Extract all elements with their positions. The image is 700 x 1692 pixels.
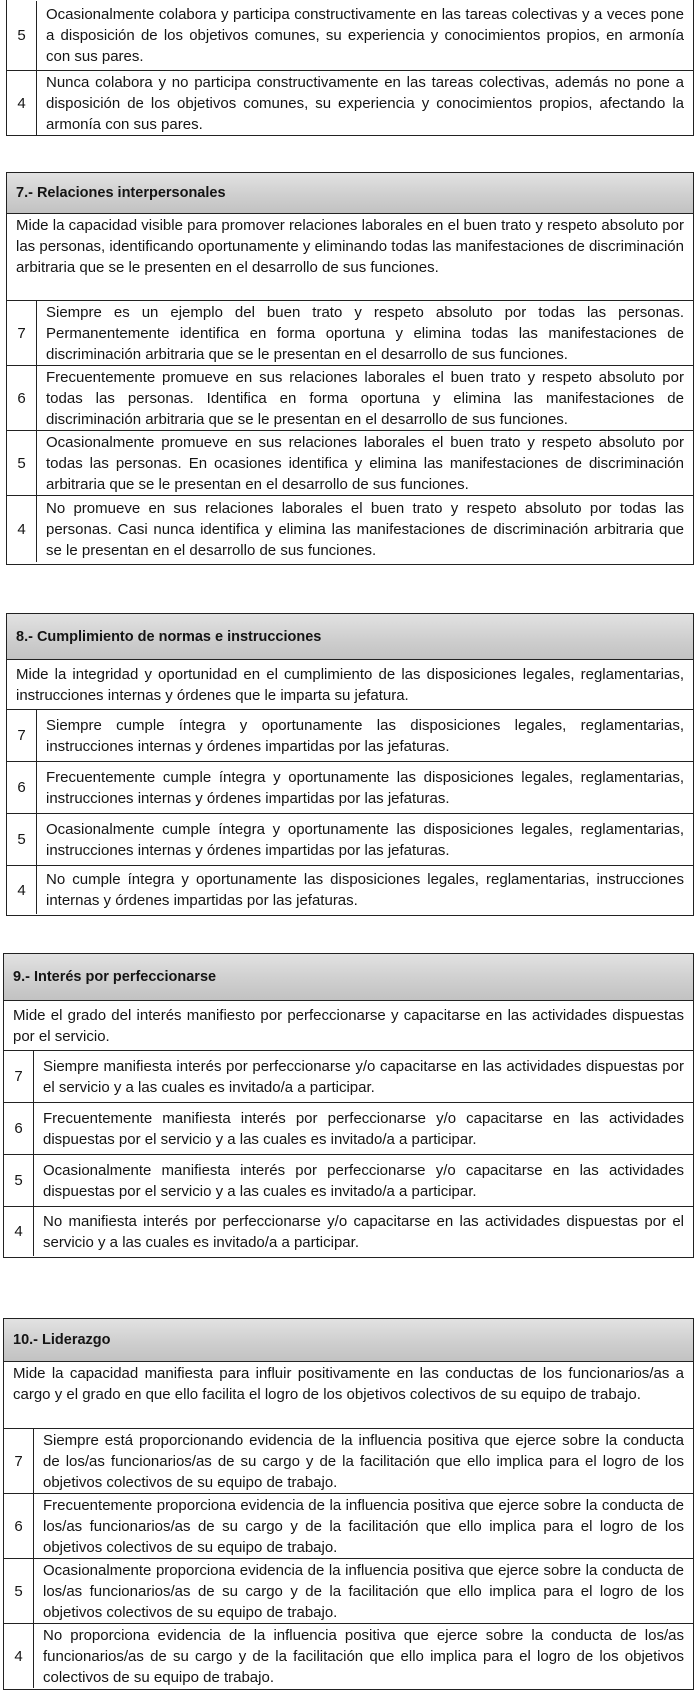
score-cell: 6 — [4, 1103, 34, 1154]
section-title: 8.- Cumplimiento de normas e instrucciones — [7, 614, 693, 660]
criterion-row — [7, 366, 693, 431]
criterion-row — [4, 1207, 693, 1256]
criterion-text: Siempre es un ejemplo del buen trato y respeto absoluto por todas las personas. Permanentemente identifica en forma oportuna y elimina todas las manifestaciones de discriminación arbitraria que se le presentan en el desarrollo de sus funciones. — [46, 303, 684, 363]
section-9-table — [3, 953, 694, 1258]
criterion-text: No promueve en sus relaciones laborales el buen trato y respeto absoluto por todas las personas. Casi nunca identifica y elimina las manifestaciones de discriminación arbitraria que se le presentan en el desarrollo de sus funciones. — [46, 499, 684, 559]
score-cell: 4 — [7, 496, 37, 562]
criterion-row — [7, 762, 693, 814]
score-cell: 4 — [7, 866, 37, 914]
criterion-row — [7, 71, 693, 135]
criterion-text: Ocasionalmente manifiesta interés por perfeccionarse y/o capacitarse en las actividades dispuestas por el servicio y a las cuales es invitado/a a participar. — [43, 1161, 684, 1200]
section-8-table — [6, 613, 694, 916]
score-cell: 4 — [4, 1207, 34, 1256]
criterion-row — [7, 710, 693, 762]
section-description: Mide la capacidad visible para promover relaciones laborales en el buen trato y respeto absoluto por las personas, identificando oportunamente y eliminando todas las manifestaciones de discriminación arbitraria que se le presenten en el desarrollo de sus funciones. — [7, 214, 693, 301]
section-7-table — [6, 172, 694, 565]
criterion-row — [4, 1624, 693, 1688]
criterion-text: Ocasionalmente colabora y participa constructivamente en las tareas colectivas y a veces pone a disposición de los objetivos comunes, su experiencia y conocimientos propios, en armonía con sus pares. — [46, 6, 684, 65]
criterion-row — [7, 866, 693, 914]
criterion-text: Frecuentemente manifiesta interés por perfeccionarse y/o capacitarse en las actividades dispuestas por el servicio y a las cuales es invitado/a a participar. — [43, 1109, 684, 1148]
criterion-row — [7, 814, 693, 866]
criterion-text: Ocasionalmente cumple íntegra y oportunamente las disposiciones legales, reglamentarias, instrucciones internas y órdenes impartidas por las jefaturas. — [46, 820, 684, 859]
criterion-row — [4, 1559, 693, 1624]
section-description: Mide el grado del interés manifiesto por perfeccionarse y capacitarse en las actividades dispuestas por el servicio. — [4, 1001, 693, 1051]
criterion-row — [4, 1429, 693, 1494]
score-cell: 5 — [7, 431, 37, 495]
section-10-table — [3, 1318, 694, 1690]
section-title: 7.- Relaciones interpersonales — [7, 173, 693, 214]
criterion-text: No proporciona evidencia de la influencia positiva que ejerce sobre la conducta de los/as funcionarios/as de su cargo y de la facilitación que ello implica para el logro de los objetivos colectivos de su equipo de trabajo. — [43, 1626, 684, 1686]
score-cell: 5 — [4, 1155, 34, 1206]
criterion-text: Ocasionalmente promueve en sus relaciones laborales el buen trato y respeto absoluto por todas las personas. En ocasiones identifica y elimina las manifestaciones de discriminación arbitraria que se le presentan en el desarrollo de sus funciones. — [46, 433, 684, 493]
score-cell: 6 — [7, 762, 37, 813]
section-description: Mide la integridad y oportunidad en el cumplimiento de las disposiciones legales, reglamentarias, instrucciones internas y órdenes que le imparta su jefatura. — [7, 660, 693, 710]
section-title: 10.- Liderazgo — [4, 1319, 693, 1362]
criterion-row — [4, 1155, 693, 1207]
score-cell: 7 — [7, 301, 37, 365]
criterion-row — [7, 496, 693, 562]
score-cell: 5 — [7, 1, 37, 70]
criterion-text: Siempre manifiesta interés por perfeccionarse y/o capacitarse en las actividades dispuestas por el servicio y a las cuales es invitado/a a participar. — [43, 1057, 684, 1096]
criterion-text: No manifiesta interés por perfeccionarse y/o capacitarse en las actividades dispuestas por el servicio y a las cuales es invitado/a a participar. — [43, 1212, 684, 1251]
criterion-text: Siempre está proporcionando evidencia de la influencia positiva que ejerce sobre la conducta de los/as funcionarios/as de su cargo y de la facilitación que ello implica para el logro de los objetivos colectivos de su equipo de trabajo. — [43, 1431, 684, 1491]
criterion-text: Frecuentemente promueve en sus relaciones laborales el buen trato y respeto absoluto por todas las personas. Identifica en forma oportuna y elimina las manifestaciones de discriminación arbitraria que se le presentan en el desarrollo de sus funciones. — [46, 368, 684, 428]
section-6-table — [6, 0, 694, 136]
score-cell: 7 — [4, 1051, 34, 1102]
score-cell: 4 — [4, 1624, 34, 1688]
score-cell: 6 — [4, 1494, 34, 1558]
criterion-row — [4, 1051, 693, 1103]
section-description: Mide la capacidad manifiesta para influir positivamente en las conductas de los funcionarios/as a cargo y el grado en que ello facilita el logro de los objetivos colectivos de su equipo de trabajo. — [4, 1362, 693, 1429]
score-cell: 6 — [7, 366, 37, 430]
score-cell: 4 — [7, 71, 37, 135]
criterion-row — [4, 1494, 693, 1559]
criterion-row — [4, 1103, 693, 1155]
criterion-text: Frecuentemente proporciona evidencia de la influencia positiva que ejerce sobre la conducta de los/as funcionarios/as de su cargo y de la facilitación que ello implica para el logro de los objetivos colectivos de su equipo de trabajo. — [43, 1496, 684, 1556]
score-cell: 5 — [7, 814, 37, 865]
criterion-text: Siempre cumple íntegra y oportunamente las disposiciones legales, reglamentarias, instrucciones internas y órdenes impartidas por las jefaturas. — [46, 716, 684, 755]
criterion-row — [7, 431, 693, 496]
score-cell: 7 — [7, 710, 37, 761]
criterion-text: Ocasionalmente proporciona evidencia de la influencia positiva que ejerce sobre la conducta de los/as funcionarios/as de su cargo y de la facilitación que ello implica para el logro de los objetivos colectivos de su equipo de trabajo. — [43, 1561, 684, 1621]
score-cell: 5 — [4, 1559, 34, 1623]
section-title: 9.- Interés por perfeccionarse — [4, 954, 693, 1001]
score-cell: 7 — [4, 1429, 34, 1493]
criterion-text: No cumple íntegra y oportunamente las disposiciones legales, reglamentarias, instrucciones internas y órdenes impartidas por las jefaturas. — [46, 871, 684, 909]
criterion-text: Frecuentemente cumple íntegra y oportunamente las disposiciones legales, reglamentarias, instrucciones internas y órdenes impartidas por las jefaturas. — [46, 768, 684, 807]
criterion-row — [7, 0, 693, 71]
criterion-text: Nunca colabora y no participa constructivamente en las tareas colectivas, además no pone a disposición de los objetivos comunes, su experiencia y conocimientos propios, afectando la armonía con sus pares. — [46, 73, 684, 133]
criterion-row — [7, 301, 693, 366]
